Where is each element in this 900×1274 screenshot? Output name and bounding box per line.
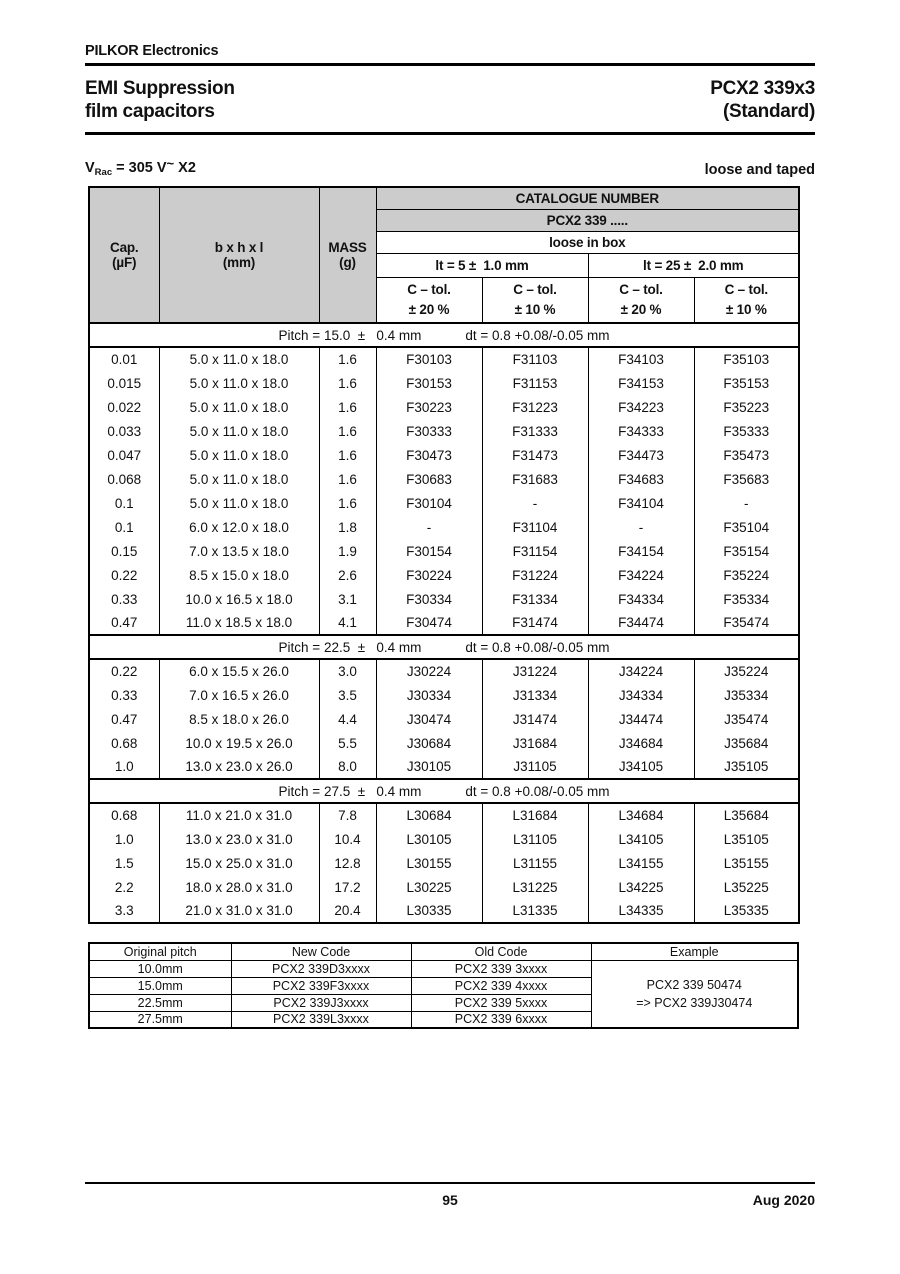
mass-value: 20.4 bbox=[319, 899, 376, 923]
capacitor-row bbox=[89, 707, 799, 731]
old-code-value: PCX2 339 5xxxx bbox=[411, 994, 591, 1011]
catalogue-number-lt5-tol10: L31105 bbox=[482, 827, 588, 851]
pitch-value: Pitch = 22.5 ± 0.4 mm bbox=[278, 639, 422, 655]
mass-value: 3.5 bbox=[319, 683, 376, 707]
catalogue-number-lt25-tol20: F34223 bbox=[588, 395, 694, 419]
mass-value: 8.0 bbox=[319, 755, 376, 779]
old-code-value: PCX2 339 3xxxx bbox=[411, 960, 591, 977]
mass-value: 3.1 bbox=[319, 587, 376, 611]
packing-note: loose and taped bbox=[704, 162, 815, 178]
mass-value: 1.8 bbox=[319, 515, 376, 539]
catalogue-number-lt5-tol10: F31473 bbox=[482, 443, 588, 467]
code-header-example: Example bbox=[591, 943, 798, 960]
mass-value: 1.6 bbox=[319, 491, 376, 515]
new-code-value: PCX2 339J3xxxx bbox=[231, 994, 411, 1011]
cap-value: 0.47 bbox=[89, 611, 159, 635]
old-code-value: PCX2 339 6xxxx bbox=[411, 1011, 591, 1028]
capacitor-row bbox=[89, 683, 799, 707]
page-title bbox=[85, 77, 235, 123]
cap-value: 0.68 bbox=[89, 803, 159, 827]
catalogue-number-lt25-tol10: F35683 bbox=[694, 467, 799, 491]
cap-value: 0.022 bbox=[89, 395, 159, 419]
dimensions-value: 5.0 x 11.0 x 18.0 bbox=[159, 395, 319, 419]
catalogue-number-lt5-tol10: F31103 bbox=[482, 347, 588, 371]
catalogue-number-lt5-tol20: F30333 bbox=[376, 419, 482, 443]
catalogue-number-lt25-tol10: F35154 bbox=[694, 539, 799, 563]
catalogue-number-lt5-tol10: F31334 bbox=[482, 587, 588, 611]
catalogue-number-lt25-tol10: F35473 bbox=[694, 443, 799, 467]
cap-value: 1.0 bbox=[89, 827, 159, 851]
capacitor-row bbox=[89, 851, 799, 875]
original-pitch-value: 10.0mm bbox=[89, 960, 231, 977]
catalogue-number-lt5-tol20: F30473 bbox=[376, 443, 482, 467]
mass-value: 1.6 bbox=[319, 443, 376, 467]
cap-value: 0.22 bbox=[89, 563, 159, 587]
catalogue-number-lt5-tol10: F31474 bbox=[482, 611, 588, 635]
catalogue-number-lt25-tol20: F34153 bbox=[588, 371, 694, 395]
capacitor-row bbox=[89, 803, 799, 827]
catalogue-number-lt5-tol10: F31153 bbox=[482, 371, 588, 395]
pitch-value: Pitch = 27.5 ± 0.4 mm bbox=[278, 783, 422, 799]
catalogue-number-lt5-tol20: L30105 bbox=[376, 827, 482, 851]
catalogue-number-lt25-tol10: F35474 bbox=[694, 611, 799, 635]
catalogue-number-lt5-tol20: L30225 bbox=[376, 875, 482, 899]
catalogue-number-lt25-tol10: L35155 bbox=[694, 851, 799, 875]
col-header-tolerance-20b: C – tol. ± 20 % bbox=[588, 277, 694, 323]
catalogue-number-lt25-tol20: J34334 bbox=[588, 683, 694, 707]
dimensions-value: 6.0 x 15.5 x 26.0 bbox=[159, 659, 319, 683]
dimensions-value: 5.0 x 11.0 x 18.0 bbox=[159, 491, 319, 515]
capacitor-row bbox=[89, 875, 799, 899]
pitch-section-header bbox=[89, 635, 799, 659]
catalogue-number-lt25-tol10: J35334 bbox=[694, 683, 799, 707]
col-header-packing: loose in box bbox=[376, 231, 799, 253]
capacitor-row bbox=[89, 611, 799, 635]
cap-value: 0.047 bbox=[89, 443, 159, 467]
catalogue-number-lt25-tol20: L34225 bbox=[588, 875, 694, 899]
catalogue-number-lt25-tol10: J35105 bbox=[694, 755, 799, 779]
title-line-2: film capacitors bbox=[85, 101, 215, 122]
datasheet-page bbox=[85, 0, 815, 1029]
cap-value: 0.033 bbox=[89, 419, 159, 443]
mass-value: 4.1 bbox=[319, 611, 376, 635]
company-name: PILKOR Electronics bbox=[85, 43, 219, 59]
catalogue-number-lt5-tol10: J31684 bbox=[482, 731, 588, 755]
code-row bbox=[89, 960, 798, 977]
catalogue-number-lt5-tol10: J31224 bbox=[482, 659, 588, 683]
catalogue-number-lt25-tol20: L34105 bbox=[588, 827, 694, 851]
catalogue-number-lt25-tol20: F34683 bbox=[588, 467, 694, 491]
code-header-new-code: New Code bbox=[231, 943, 411, 960]
catalogue-number-lt5-tol20: F30683 bbox=[376, 467, 482, 491]
mass-value: 10.4 bbox=[319, 827, 376, 851]
catalogue-number-lt25-tol20: J34474 bbox=[588, 707, 694, 731]
catalogue-number-lt5-tol10: - bbox=[482, 491, 588, 515]
catalogue-number-lt25-tol20: F34334 bbox=[588, 587, 694, 611]
pitch-section-row bbox=[89, 323, 799, 347]
catalogue-number-lt5-tol20: F30153 bbox=[376, 371, 482, 395]
dimensions-value: 7.0 x 16.5 x 26.0 bbox=[159, 683, 319, 707]
pitch-section-row bbox=[89, 635, 799, 659]
pitch-section-header bbox=[89, 323, 799, 347]
catalogue-number-lt25-tol10: - bbox=[694, 491, 799, 515]
catalogue-number-lt25-tol10: F35153 bbox=[694, 371, 799, 395]
new-code-value: PCX2 339F3xxxx bbox=[231, 977, 411, 994]
catalogue-number-lt5-tol20: J30334 bbox=[376, 683, 482, 707]
catalogue-number-lt25-tol10: L35105 bbox=[694, 827, 799, 851]
catalogue-number-lt25-tol20: F34473 bbox=[588, 443, 694, 467]
dimensions-value: 5.0 x 11.0 x 18.0 bbox=[159, 443, 319, 467]
catalogue-number-lt25-tol20: J34105 bbox=[588, 755, 694, 779]
catalogue-number-lt25-tol20: F34104 bbox=[588, 491, 694, 515]
title-row bbox=[85, 77, 815, 123]
page-number: 95 bbox=[442, 1192, 458, 1208]
cap-value: 0.1 bbox=[89, 491, 159, 515]
code-table-body bbox=[89, 960, 798, 1028]
capacitor-row bbox=[89, 419, 799, 443]
dimensions-value: 8.5 x 18.0 x 26.0 bbox=[159, 707, 319, 731]
catalogue-number-lt5-tol20: J30474 bbox=[376, 707, 482, 731]
cap-value: 0.15 bbox=[89, 539, 159, 563]
example-line-2: => PCX2 339J30474 bbox=[636, 995, 753, 1010]
capacitor-row bbox=[89, 491, 799, 515]
catalogue-number-lt25-tol10: L35225 bbox=[694, 875, 799, 899]
catalogue-number-lt25-tol10: F35103 bbox=[694, 347, 799, 371]
pitch-section-row bbox=[89, 779, 799, 803]
capacitor-row bbox=[89, 659, 799, 683]
cap-value: 1.5 bbox=[89, 851, 159, 875]
dimensions-value: 10.0 x 16.5 x 18.0 bbox=[159, 587, 319, 611]
catalogue-number-lt25-tol10: J35224 bbox=[694, 659, 799, 683]
mass-value: 3.0 bbox=[319, 659, 376, 683]
mass-value: 1.6 bbox=[319, 419, 376, 443]
catalogue-number-lt25-tol20: F34224 bbox=[588, 563, 694, 587]
ac-tilde: ~ bbox=[166, 156, 175, 171]
cap-value: 0.47 bbox=[89, 707, 159, 731]
example-line-1: PCX2 339 50474 bbox=[646, 977, 742, 992]
title-line-1: EMI Suppression bbox=[85, 78, 235, 99]
catalogue-number-lt25-tol20: L34335 bbox=[588, 899, 694, 923]
catalogue-number-lt25-tol10: F35224 bbox=[694, 563, 799, 587]
catalogue-number-lt25-tol10: F35104 bbox=[694, 515, 799, 539]
dimensions-value: 11.0 x 21.0 x 31.0 bbox=[159, 803, 319, 827]
old-code-value: PCX2 339 4xxxx bbox=[411, 977, 591, 994]
mass-value: 1.9 bbox=[319, 539, 376, 563]
catalogue-number-lt5-tol20: F30104 bbox=[376, 491, 482, 515]
col-header-catalogue-number: CATALOGUE NUMBER bbox=[376, 187, 799, 209]
mass-value: 17.2 bbox=[319, 875, 376, 899]
dimensions-value: 15.0 x 25.0 x 31.0 bbox=[159, 851, 319, 875]
col-header-tolerance-20a: C – tol. ± 20 % bbox=[376, 277, 482, 323]
capacitor-row bbox=[89, 899, 799, 923]
dimensions-value: 5.0 x 11.0 x 18.0 bbox=[159, 347, 319, 371]
dt-value: dt = 0.8 +0.08/-0.05 mm bbox=[465, 783, 610, 799]
cap-value: 3.3 bbox=[89, 899, 159, 923]
catalogue-number-lt5-tol10: L31335 bbox=[482, 899, 588, 923]
header-rule-top bbox=[85, 63, 815, 66]
mass-value: 4.4 bbox=[319, 707, 376, 731]
mass-value: 1.6 bbox=[319, 347, 376, 371]
capacitor-row bbox=[89, 347, 799, 371]
footer-date: Aug 2020 bbox=[752, 1192, 815, 1208]
dimensions-value: 13.0 x 23.0 x 26.0 bbox=[159, 755, 319, 779]
original-pitch-value: 27.5mm bbox=[89, 1011, 231, 1028]
dimensions-value: 10.0 x 19.5 x 26.0 bbox=[159, 731, 319, 755]
mass-value: 2.6 bbox=[319, 563, 376, 587]
mass-value: 1.6 bbox=[319, 371, 376, 395]
catalogue-number-lt5-tol20: - bbox=[376, 515, 482, 539]
dimensions-value: 8.5 x 15.0 x 18.0 bbox=[159, 563, 319, 587]
col-header-mass: MASS (g) bbox=[319, 187, 376, 323]
dimensions-value: 5.0 x 11.0 x 18.0 bbox=[159, 419, 319, 443]
catalogue-number-lt5-tol10: F31154 bbox=[482, 539, 588, 563]
col-header-dimensions: b x h x l (mm) bbox=[159, 187, 319, 323]
capacitor-row bbox=[89, 587, 799, 611]
col-header-tolerance-10a: C – tol. ± 10 % bbox=[482, 277, 588, 323]
dimensions-value: 21.0 x 31.0 x 31.0 bbox=[159, 899, 319, 923]
dt-value: dt = 0.8 +0.08/-0.05 mm bbox=[465, 327, 610, 343]
cap-value: 0.015 bbox=[89, 371, 159, 395]
catalogue-number-lt5-tol10: L31225 bbox=[482, 875, 588, 899]
cap-value: 0.068 bbox=[89, 467, 159, 491]
catalogue-number-lt5-tol20: F30103 bbox=[376, 347, 482, 371]
page-footer bbox=[85, 1182, 815, 1212]
catalogue-number-lt5-tol20: F30154 bbox=[376, 539, 482, 563]
catalogue-number-lt5-tol10: J31474 bbox=[482, 707, 588, 731]
new-code-value: PCX2 339D3xxxx bbox=[231, 960, 411, 977]
cap-value: 0.33 bbox=[89, 587, 159, 611]
catalogue-number-lt25-tol20: F34154 bbox=[588, 539, 694, 563]
catalogue-number-lt5-tol10: F31333 bbox=[482, 419, 588, 443]
product-name bbox=[710, 77, 815, 123]
catalogue-number-lt5-tol20: F30474 bbox=[376, 611, 482, 635]
original-pitch-value: 15.0mm bbox=[89, 977, 231, 994]
col-header-capacitance: Cap. (µF) bbox=[89, 187, 159, 323]
capacitor-row bbox=[89, 371, 799, 395]
example-value bbox=[591, 960, 798, 1028]
catalogue-number-lt5-tol10: F31223 bbox=[482, 395, 588, 419]
code-conversion-table bbox=[88, 942, 799, 1029]
capacitor-row bbox=[89, 827, 799, 851]
catalogue-number-lt25-tol10: F35223 bbox=[694, 395, 799, 419]
catalogue-number-lt25-tol20: F34474 bbox=[588, 611, 694, 635]
col-header-series: PCX2 339 ..... bbox=[376, 209, 799, 231]
code-header-original-pitch: Original pitch bbox=[89, 943, 231, 960]
col-header-lead-length-5: lt = 5 ± 1.0 mm bbox=[376, 253, 588, 277]
catalogue-number-lt25-tol10: J35684 bbox=[694, 731, 799, 755]
catalogue-number-lt25-tol20: J34224 bbox=[588, 659, 694, 683]
capacitor-row bbox=[89, 443, 799, 467]
catalogue-number-lt5-tol10: F31683 bbox=[482, 467, 588, 491]
capacitor-row bbox=[89, 515, 799, 539]
capacitor-row bbox=[89, 755, 799, 779]
catalogue-number-lt5-tol10: J31105 bbox=[482, 755, 588, 779]
catalogue-number-lt5-tol20: F30224 bbox=[376, 563, 482, 587]
catalogue-number-lt25-tol20: J34684 bbox=[588, 731, 694, 755]
catalogue-number-lt5-tol20: J30105 bbox=[376, 755, 482, 779]
capacitor-row bbox=[89, 395, 799, 419]
original-pitch-value: 22.5mm bbox=[89, 994, 231, 1011]
dimensions-value: 13.0 x 23.0 x 31.0 bbox=[159, 827, 319, 851]
catalogue-number-lt5-tol10: F31104 bbox=[482, 515, 588, 539]
catalogue-number-lt5-tol20: J30224 bbox=[376, 659, 482, 683]
catalogue-number-lt25-tol10: L35684 bbox=[694, 803, 799, 827]
mass-value: 12.8 bbox=[319, 851, 376, 875]
mass-value: 7.8 bbox=[319, 803, 376, 827]
cap-value: 0.68 bbox=[89, 731, 159, 755]
catalogue-number-lt25-tol20: - bbox=[588, 515, 694, 539]
catalogue-number-lt5-tol10: L31684 bbox=[482, 803, 588, 827]
pitch-value: Pitch = 15.0 ± 0.4 mm bbox=[278, 327, 422, 343]
cap-value: 1.0 bbox=[89, 755, 159, 779]
col-header-lead-length-25: lt = 25 ± 2.0 mm bbox=[588, 253, 799, 277]
catalogue-number-lt5-tol20: L30155 bbox=[376, 851, 482, 875]
mass-value: 5.5 bbox=[319, 731, 376, 755]
product-line-2: (Standard) bbox=[722, 101, 815, 122]
dimensions-value: 5.0 x 11.0 x 18.0 bbox=[159, 467, 319, 491]
voltage-subscript: Rac bbox=[94, 167, 113, 178]
dimensions-value: 11.0 x 18.5 x 18.0 bbox=[159, 611, 319, 635]
catalogue-number-lt5-tol10: F31224 bbox=[482, 563, 588, 587]
catalogue-number-lt25-tol20: L34155 bbox=[588, 851, 694, 875]
product-line-1: PCX2 339x3 bbox=[710, 78, 815, 99]
cap-value: 0.1 bbox=[89, 515, 159, 539]
cap-value: 0.22 bbox=[89, 659, 159, 683]
catalogue-number-lt25-tol10: F35333 bbox=[694, 419, 799, 443]
voltage-rating: $V_{Rac} = 305$ V~ X2 bbox=[85, 156, 196, 178]
catalogue-number-lt5-tol20: F30223 bbox=[376, 395, 482, 419]
capacitor-row bbox=[89, 467, 799, 491]
code-header-old-code: Old Code bbox=[411, 943, 591, 960]
catalogue-number-lt5-tol10: J31334 bbox=[482, 683, 588, 707]
capacitor-row bbox=[89, 539, 799, 563]
cap-value: 0.33 bbox=[89, 683, 159, 707]
catalogue-number-lt5-tol20: L30684 bbox=[376, 803, 482, 827]
catalogue-number-lt5-tol10: L31155 bbox=[482, 851, 588, 875]
mass-value: 1.6 bbox=[319, 467, 376, 491]
capacitor-row bbox=[89, 563, 799, 587]
catalogue-number-lt5-tol20: J30684 bbox=[376, 731, 482, 755]
catalogue-number-lt25-tol20: L34684 bbox=[588, 803, 694, 827]
dt-value: dt = 0.8 +0.08/-0.05 mm bbox=[465, 639, 610, 655]
catalogue-number-lt5-tol20: L30335 bbox=[376, 899, 482, 923]
cap-value: 2.2 bbox=[89, 875, 159, 899]
mass-value: 1.6 bbox=[319, 395, 376, 419]
capacitor-row bbox=[89, 731, 799, 755]
header-rule-bottom bbox=[85, 132, 815, 135]
catalogue-number-lt25-tol10: F35334 bbox=[694, 587, 799, 611]
catalogue-number-lt25-tol10: L35335 bbox=[694, 899, 799, 923]
dimensions-value: 5.0 x 11.0 x 18.0 bbox=[159, 371, 319, 395]
new-code-value: PCX2 339L3xxxx bbox=[231, 1011, 411, 1028]
catalogue-number-lt25-tol20: F34333 bbox=[588, 419, 694, 443]
col-header-tolerance-10b: C – tol. ± 10 % bbox=[694, 277, 799, 323]
voltage-row bbox=[85, 156, 815, 178]
cap-value: 0.01 bbox=[89, 347, 159, 371]
dimensions-value: 7.0 x 13.5 x 18.0 bbox=[159, 539, 319, 563]
pitch-section-header bbox=[89, 779, 799, 803]
dimensions-value: 18.0 x 28.0 x 31.0 bbox=[159, 875, 319, 899]
catalogue-number-lt5-tol20: F30334 bbox=[376, 587, 482, 611]
catalogue-number-lt25-tol10: J35474 bbox=[694, 707, 799, 731]
main-table-body bbox=[89, 323, 799, 923]
dimensions-value: 6.0 x 12.0 x 18.0 bbox=[159, 515, 319, 539]
catalogue-table bbox=[88, 186, 800, 924]
catalogue-number-lt25-tol20: F34103 bbox=[588, 347, 694, 371]
